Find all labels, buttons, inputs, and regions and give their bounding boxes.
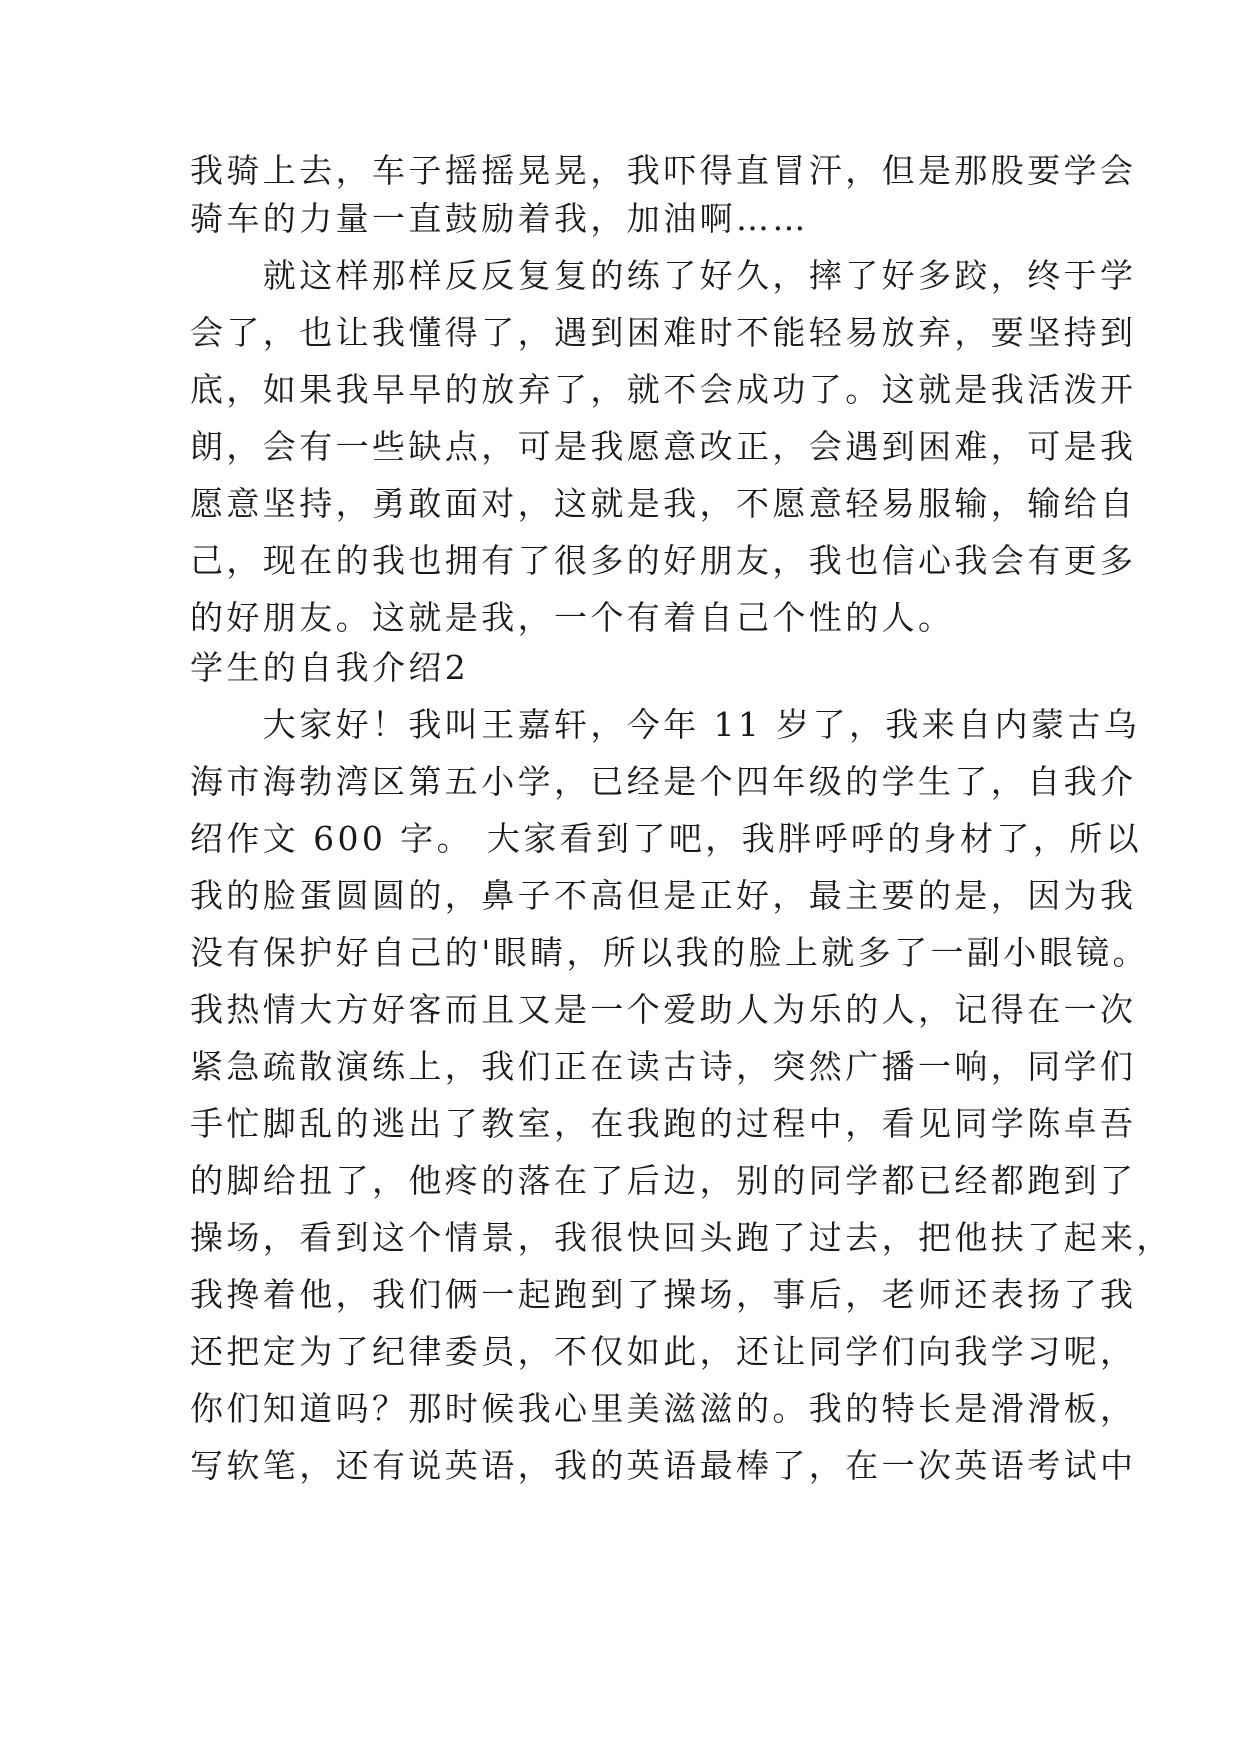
text-line: 就这样那样反反复复的练了好久，摔了好多跤，终于学 [190, 256, 1137, 295]
text-line: 你们知道吗？那时候我心里美滋滋的。我的特长是滑滑板， [190, 1389, 1137, 1428]
text-line: 朗，会有一些缺点，可是我愿意改正，会遇到困难，可是我 [190, 427, 1137, 466]
text-line: 绍作文 600 字。 大家看到了吧，我胖呼呼的身材了，所以 [190, 819, 1143, 858]
text-line: 大家好！我叫王嘉轩，今年 11 岁了，我来自内蒙古乌 [190, 705, 1141, 744]
text-line: 我热情大方好客而且又是一个爱助人为乐的人，记得在一次 [190, 990, 1137, 1029]
text-line: 没有保护好自己的'眼睛，所以我的脸上就多了一副小眼镜。 [190, 933, 1149, 972]
text-line: 海市海勃湾区第五小学，已经是个四年级的学生了，自我介 [190, 762, 1137, 801]
text-line: 骑车的力量一直鼓励着我，加油啊…… [190, 199, 809, 238]
text-line: 写软笔，还有说英语，我的英语最棒了，在一次英语考试中 [190, 1446, 1137, 1485]
text-line: 手忙脚乱的逃出了教室，在我跑的过程中，看见同学陈卓吾 [190, 1104, 1137, 1143]
text-line: 操场，看到这个情景，我很快回头跑了过去，把他扶了起来， [190, 1218, 1173, 1257]
text-line: 的好朋友。这就是我，一个有着自己个性的人。 [190, 598, 955, 637]
text-line: 紧急疏散演练上，我们正在读古诗，突然广播一响，同学们 [190, 1047, 1137, 1086]
text-line: 我的脸蛋圆圆的，鼻子不高但是正好，最主要的是，因为我 [190, 876, 1137, 915]
text-line: 的脚给扭了，他疼的落在了后边，别的同学都已经都跑到了 [190, 1161, 1137, 1200]
text-line: 己，现在的我也拥有了很多的好朋友，我也信心我会有更多 [190, 541, 1137, 580]
text-line: 会了，也让我懂得了，遇到困难时不能轻易放弃，要坚持到 [190, 313, 1137, 352]
text-line: 愿意坚持，勇敢面对，这就是我，不愿意轻易服输，输给自 [190, 484, 1137, 523]
text-line: 我搀着他，我们俩一起跑到了操场，事后，老师还表扬了我 [190, 1275, 1137, 1314]
text-line: 还把定为了纪律委员，不仅如此，还让同学们向我学习呢， [190, 1332, 1137, 1371]
text-line: 底，如果我早早的放弃了，就不会成功了。这就是我活泼开 [190, 370, 1137, 409]
text-line: 我骑上去，车子摇摇晃晃，我吓得直冒汗，但是那股要学会 [190, 151, 1137, 190]
section-heading: 学生的自我介绍2 [190, 648, 470, 687]
